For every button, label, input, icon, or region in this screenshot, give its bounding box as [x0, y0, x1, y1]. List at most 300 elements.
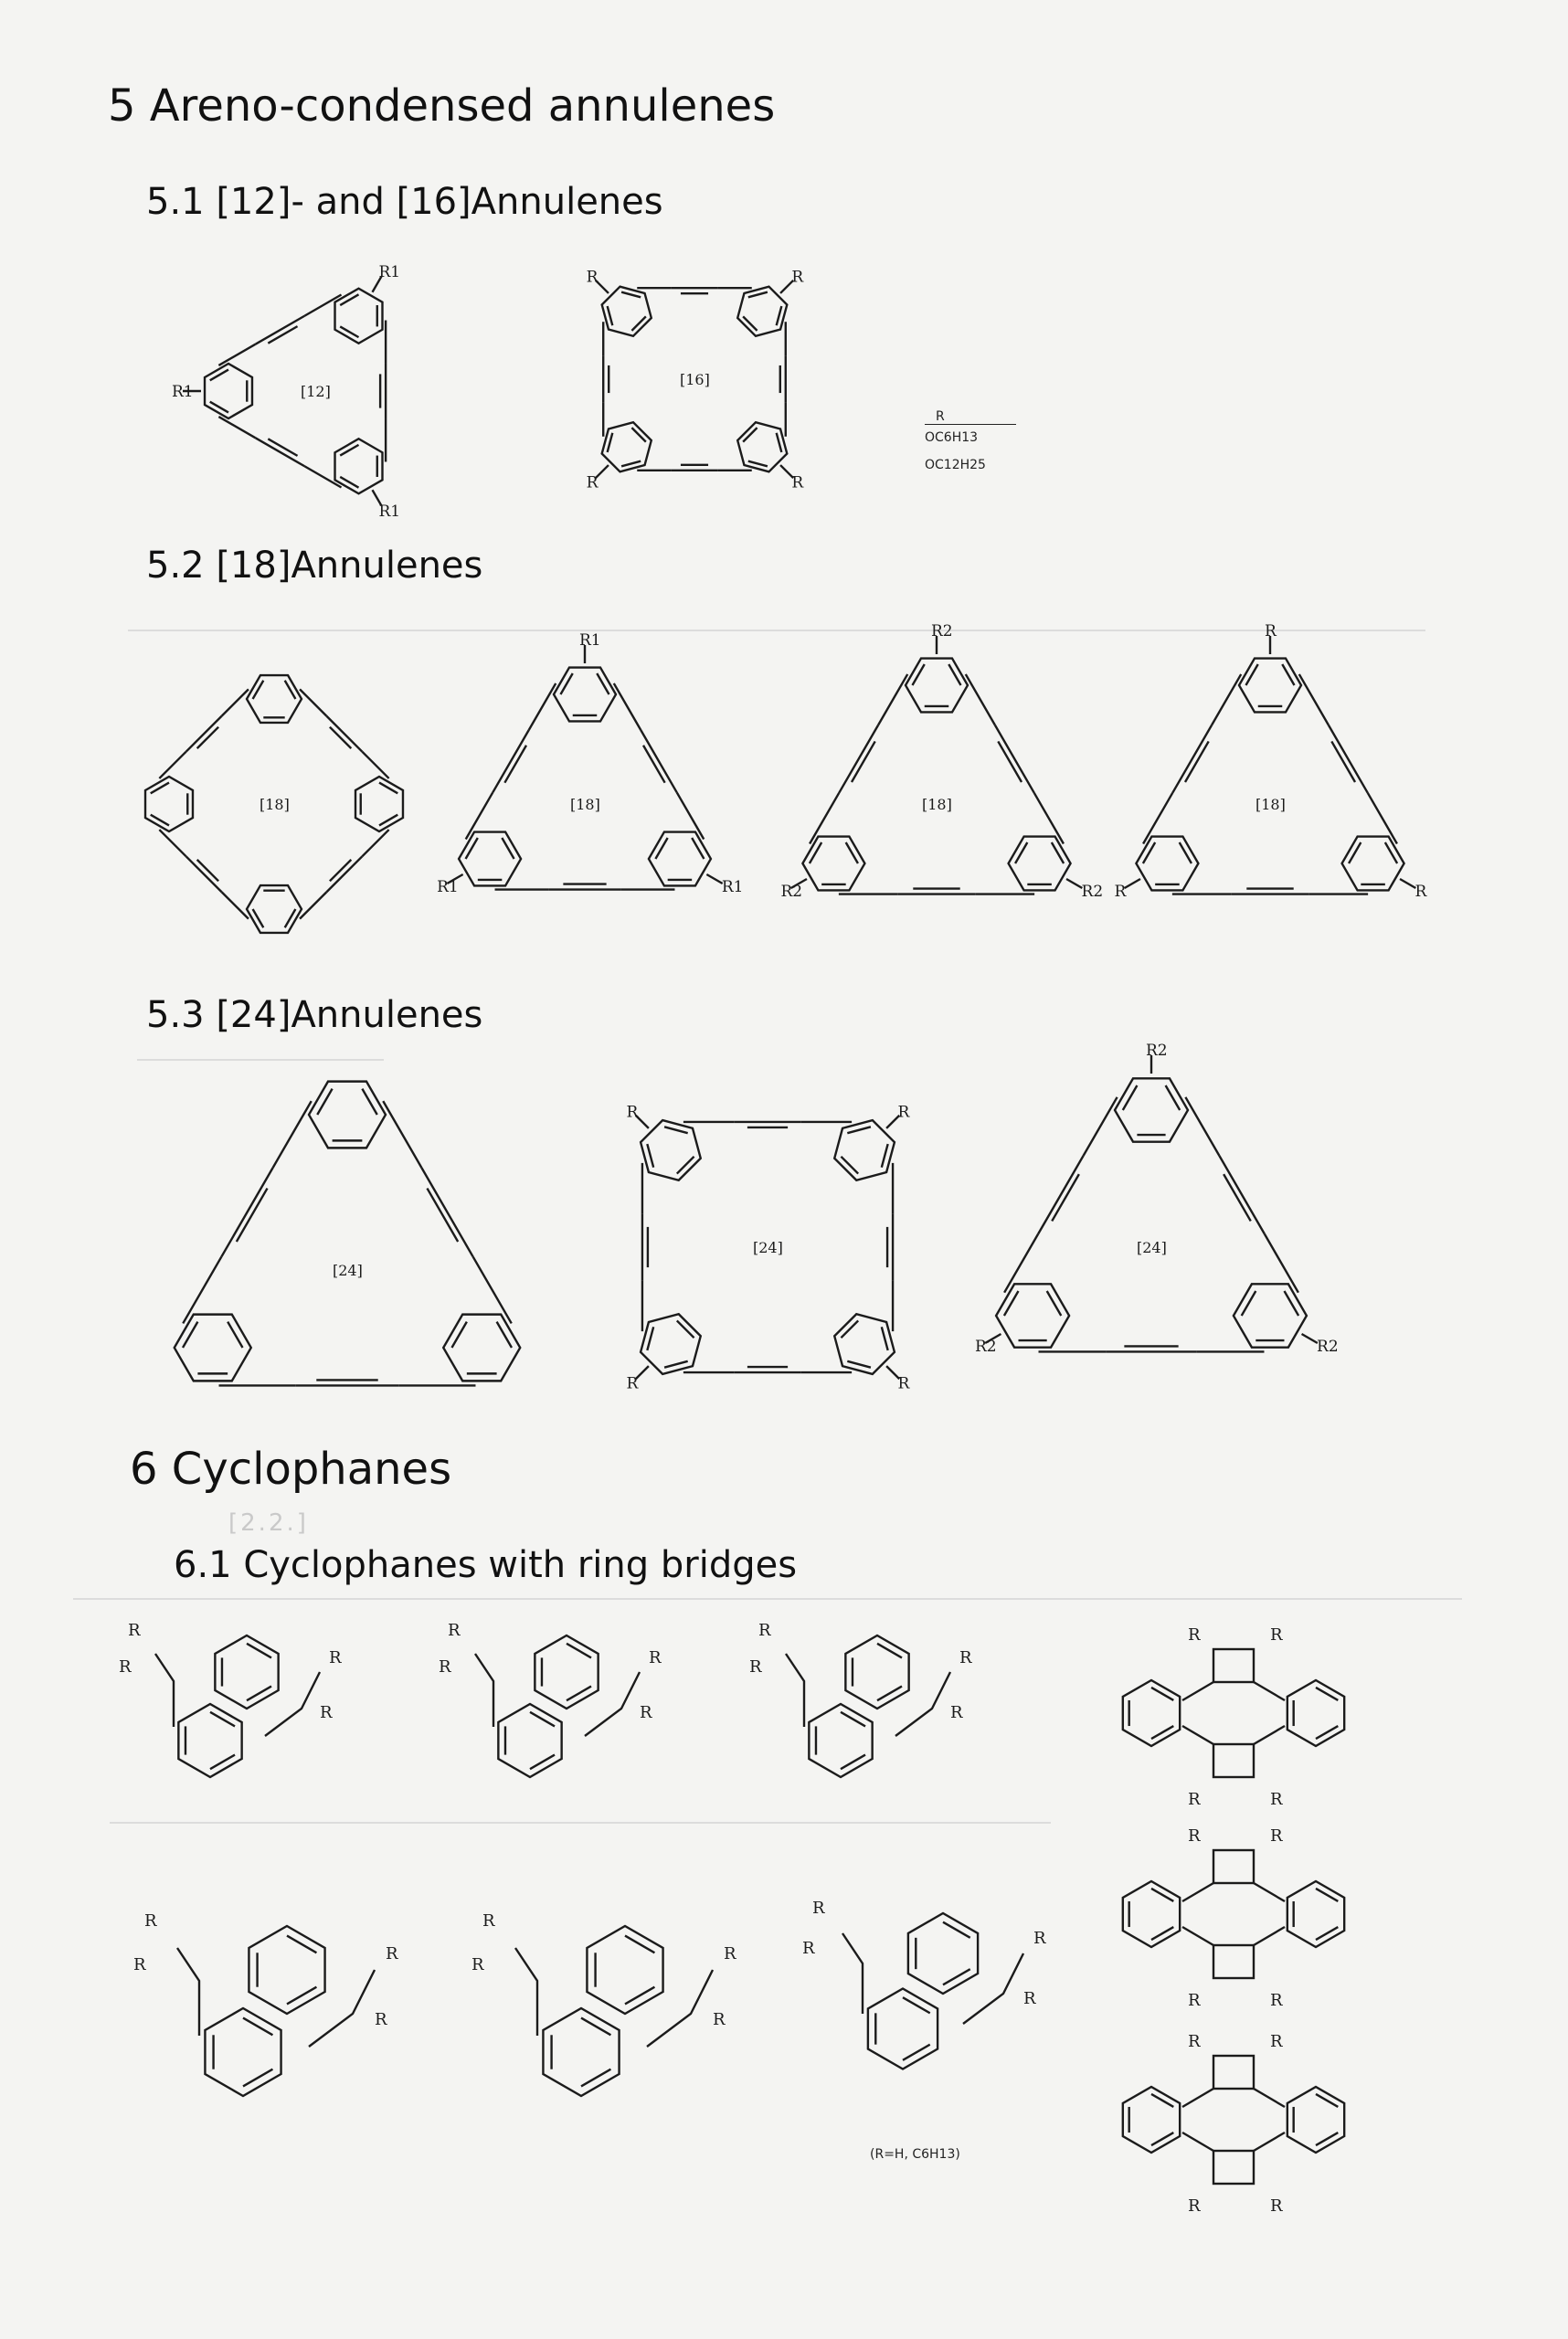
ring-double-bond — [210, 1712, 235, 1727]
ring-double-bond — [877, 1687, 902, 1701]
ring-double-bond — [497, 1322, 512, 1348]
bond — [218, 344, 255, 365]
substituent-label: R — [758, 1621, 771, 1640]
ring-double-bond — [847, 1361, 871, 1368]
bridge — [647, 1970, 713, 2047]
bond — [326, 716, 362, 752]
ring-double-bond — [1316, 1927, 1338, 1940]
substituent-label: R — [375, 2010, 387, 2029]
cyclobutane-phane — [1123, 2032, 1344, 2216]
cyclobutane — [1213, 1744, 1254, 1777]
bond — [159, 752, 185, 778]
bond — [1254, 2133, 1285, 2151]
bond — [326, 856, 362, 892]
bridge — [515, 1948, 537, 2036]
substituent-label: R — [320, 1703, 333, 1722]
bond — [641, 730, 676, 792]
ring-double-bond — [530, 1712, 555, 1727]
bridge — [895, 1672, 950, 1736]
substituent-label: R — [724, 1944, 736, 1963]
ring-double-bond — [530, 1755, 555, 1770]
substituent-label: R — [791, 473, 804, 492]
bond — [614, 683, 641, 730]
bond — [995, 725, 1034, 793]
substituent-label: R — [649, 1648, 662, 1667]
ring-double-bond — [1151, 1927, 1173, 1940]
ring-size-label: [24] — [333, 1262, 363, 1279]
ring-double-bond — [1123, 1085, 1138, 1110]
substituent-label: R — [119, 1657, 132, 1677]
bond — [1212, 674, 1241, 725]
ring-double-bond — [243, 2069, 272, 2087]
ring-size-label: [18] — [922, 796, 952, 813]
ring-double-bond — [362, 1089, 376, 1115]
bridge — [265, 1672, 320, 1736]
r-table-header: R — [925, 409, 1016, 425]
bond — [1066, 879, 1082, 888]
benzene-ring — [1136, 837, 1198, 891]
substituent-label: R — [713, 2010, 726, 2029]
ring-double-bond — [285, 909, 296, 927]
ring-double-bond — [1242, 1291, 1256, 1316]
bridge — [155, 1654, 174, 1727]
ring-double-bond — [647, 1327, 653, 1350]
substituent-label: R1 — [378, 502, 401, 521]
substituent-label: R — [128, 1621, 141, 1640]
ring-double-bond — [621, 461, 641, 467]
bond — [1052, 1174, 1079, 1221]
ring-double-bond — [1151, 2133, 1173, 2145]
benzene-ring — [1239, 659, 1301, 713]
substituent-label: R — [329, 1648, 342, 1667]
ring-double-bond — [841, 1320, 858, 1338]
substituent-label: R — [959, 1648, 972, 1667]
ring-double-bond — [1180, 842, 1192, 863]
substituent-label: R1 — [378, 263, 401, 282]
section-6-heading: 6 Cyclophanes — [130, 1444, 452, 1495]
bridge — [309, 1970, 375, 2047]
bond — [362, 752, 388, 778]
benzene-ring — [1009, 837, 1071, 891]
ring-double-bond — [841, 1712, 865, 1727]
ring-double-bond — [1245, 664, 1257, 685]
substituent-label: R1 — [172, 383, 194, 401]
ring-double-bond — [743, 428, 757, 441]
benzene-ring — [205, 364, 252, 418]
substituent-label: R — [626, 1374, 639, 1393]
ring-double-bond — [1316, 1889, 1338, 1901]
bond — [1254, 1726, 1285, 1744]
bond — [1182, 1726, 1213, 1744]
substituent-label: R — [1188, 1625, 1201, 1645]
benzene-ring — [906, 659, 968, 713]
benzene-ring — [1123, 1680, 1180, 1746]
ring-double-bond — [183, 1322, 197, 1348]
annulene-molecule — [175, 1082, 520, 1386]
r-table-row: OC12H25 — [925, 458, 986, 472]
cyclobutane — [1213, 1850, 1254, 1883]
benzene-ring — [215, 1635, 278, 1709]
bond — [1254, 1682, 1285, 1700]
ring-double-bond — [777, 433, 782, 452]
bond — [186, 856, 222, 892]
substituent-label: R2 — [1146, 1042, 1168, 1060]
ring-double-bond — [677, 1157, 694, 1174]
substituent-label: R2 — [974, 1338, 997, 1356]
substituent-label: R — [586, 268, 599, 287]
ring-double-bond — [247, 1687, 271, 1701]
substituent-label: R — [448, 1621, 461, 1640]
substituent-label: R — [791, 268, 804, 287]
ring-double-bond — [1166, 1085, 1181, 1110]
benzene-ring — [247, 675, 302, 723]
ring-double-bond — [631, 316, 645, 330]
ring-double-bond — [948, 664, 960, 685]
bond — [966, 674, 995, 725]
substituent-label: R — [1270, 1826, 1283, 1846]
ring-double-bond — [581, 2018, 610, 2036]
benzene-ring — [1287, 1680, 1344, 1746]
benzene-ring — [1123, 1881, 1180, 1947]
substituent-label: R — [144, 1911, 157, 1931]
ring-double-bond — [748, 292, 768, 298]
benzene-ring — [1123, 2087, 1180, 2153]
benzene-ring — [309, 1082, 386, 1148]
ring-double-bond — [631, 428, 645, 441]
benzene-ring — [1234, 1284, 1307, 1347]
substituent-label: R — [1188, 1826, 1201, 1846]
benzene-ring — [554, 668, 616, 722]
benzene-ring — [175, 1315, 251, 1381]
ring-double-bond — [621, 292, 641, 298]
cyclobutane-phane — [1123, 1826, 1344, 2010]
bond — [1182, 2133, 1213, 2151]
ring-double-bond — [581, 2069, 610, 2087]
benzene-ring — [1115, 1078, 1188, 1141]
footnote: (R=H, C6H13) — [870, 2147, 960, 2162]
ring-double-bond — [1316, 1688, 1338, 1700]
bond — [1172, 725, 1212, 793]
cyclobutane — [1213, 1649, 1254, 1682]
bond — [1329, 725, 1368, 793]
ring-double-bond — [943, 1969, 970, 1984]
benzene-ring — [249, 1926, 324, 2014]
substituent-label: R — [471, 1955, 484, 1974]
ring-double-bond — [1151, 1688, 1173, 1700]
ring-double-bond — [228, 1322, 242, 1348]
ring-double-bond — [1285, 1291, 1299, 1316]
annulene-molecule — [780, 622, 1103, 901]
substituent-label: R — [897, 1374, 910, 1393]
bond — [529, 683, 556, 730]
bond — [1254, 2089, 1285, 2107]
substituent-label: R2 — [1317, 1338, 1339, 1356]
bond — [493, 730, 528, 792]
bond — [421, 1168, 472, 1256]
ring-double-bond — [287, 1936, 316, 1953]
ring-double-bond — [882, 1327, 888, 1350]
bond — [383, 1101, 421, 1168]
annulene-molecule — [587, 269, 805, 492]
bond — [1331, 741, 1355, 782]
ring-double-bond — [912, 664, 924, 685]
ring-double-bond — [340, 326, 358, 337]
ring-double-bond — [1151, 1889, 1173, 1901]
section-5-2-heading: 5.2 [18]Annulenes — [146, 545, 483, 587]
bond — [273, 1101, 312, 1168]
substituent-label: R — [1188, 1790, 1201, 1809]
bond — [221, 1168, 272, 1256]
cyclobutane-phane — [1123, 1625, 1344, 1809]
substituent-label: R — [950, 1703, 963, 1722]
ring-double-bond — [1349, 842, 1361, 863]
bond — [1185, 741, 1209, 782]
ring-double-bond — [210, 370, 228, 381]
substituent-label: R2 — [1081, 883, 1104, 901]
ring-size-label: [16] — [680, 371, 710, 388]
substituent-label: R2 — [780, 883, 803, 901]
section-6-1-heading: 6.1 Cyclophanes with ring bridges — [174, 1544, 798, 1586]
substituent-label: R — [640, 1703, 652, 1722]
molecule-group — [119, 263, 1428, 2216]
bridge — [177, 1948, 199, 2036]
ring-double-bond — [903, 2045, 930, 2060]
ring-size-label: [12] — [301, 383, 331, 400]
substituent-label: R2 — [931, 622, 953, 640]
ring-double-bond — [210, 1755, 235, 1770]
ring-size-label: [18] — [260, 796, 290, 813]
bridge — [842, 1933, 863, 2014]
annulene-molecule — [1114, 622, 1427, 901]
ring-double-bond — [847, 1127, 871, 1133]
ring-size-label: [18] — [570, 796, 600, 813]
benzene-ring — [649, 832, 711, 886]
benzene-ring — [802, 837, 864, 891]
bond — [998, 741, 1022, 782]
ring-double-bond — [451, 1322, 466, 1348]
ring-double-bond — [340, 294, 358, 305]
bond — [1400, 879, 1415, 888]
substituent-label: R — [812, 1899, 825, 1918]
benzene-ring — [335, 439, 383, 493]
bond — [218, 417, 255, 438]
ring-double-bond — [743, 316, 757, 330]
ring-double-bond — [664, 1361, 688, 1368]
ring-double-bond — [285, 681, 296, 699]
ring-double-bond — [877, 1644, 902, 1658]
benzene-ring — [145, 777, 193, 831]
substituent-label: R — [626, 1103, 639, 1122]
benzene-ring — [178, 1704, 241, 1777]
benzene-ring — [868, 1989, 938, 2069]
benzene-ring — [1287, 2087, 1344, 2153]
cyclobutane — [1213, 1945, 1254, 1978]
ring-double-bond — [340, 445, 358, 456]
ring-size-label: [24] — [1137, 1239, 1167, 1256]
bond — [427, 1189, 458, 1242]
ring-double-bond — [1052, 842, 1064, 863]
benzene-ring — [443, 1315, 520, 1381]
benzene-ring — [1342, 837, 1404, 891]
substituent-label: R — [1188, 2196, 1201, 2216]
bond — [222, 689, 249, 715]
bond — [256, 438, 305, 466]
annulene-molecule — [627, 1104, 911, 1393]
ring-double-bond — [677, 1320, 694, 1338]
ring-double-bond — [502, 838, 514, 859]
bond — [1185, 1097, 1219, 1156]
ring-double-bond — [151, 783, 169, 794]
cyclophane-molecule — [133, 1911, 398, 2096]
bridge — [475, 1654, 493, 1727]
ring-double-bond — [1151, 2094, 1173, 2107]
substituent-label: R — [1188, 1991, 1201, 2010]
bond — [362, 830, 388, 856]
ring-double-bond — [247, 1644, 271, 1658]
bond — [1125, 879, 1140, 888]
bond — [256, 316, 305, 344]
bond — [878, 674, 907, 725]
substituent-label: R — [1414, 883, 1427, 901]
ring-double-bond — [664, 1127, 688, 1133]
bond — [300, 892, 326, 918]
ring-double-bond — [1316, 1726, 1338, 1739]
ring-double-bond — [841, 1157, 858, 1174]
substituent-label: R — [802, 1939, 815, 1958]
cyclophane-molecule — [471, 1911, 736, 2096]
bond — [1254, 1927, 1285, 1945]
bond — [1219, 1156, 1264, 1234]
bond — [1084, 1097, 1118, 1156]
bond — [1182, 2089, 1213, 2107]
ring-double-bond — [1047, 1291, 1062, 1316]
ring-double-bond — [1316, 2133, 1338, 2145]
ring-double-bond — [210, 402, 228, 413]
bridge — [585, 1672, 640, 1736]
section-5-1-heading: 5.1 [12]- and [16]Annulenes — [146, 181, 663, 223]
ring-double-bond — [379, 783, 397, 794]
cyclobutane — [1213, 2056, 1254, 2089]
ring-double-bond — [560, 673, 572, 694]
ring-double-bond — [1143, 842, 1155, 863]
benzene-ring — [205, 2008, 281, 2096]
substituent-label: R — [1270, 1625, 1283, 1645]
ring-double-bond — [625, 1987, 654, 2005]
ring-double-bond — [1015, 842, 1027, 863]
bond — [300, 689, 326, 715]
substituent-label: R — [1270, 1991, 1283, 2010]
ring-double-bond — [1316, 2094, 1338, 2107]
bond — [1182, 1682, 1213, 1700]
ring-double-bond — [253, 909, 264, 927]
r-table-row: OC6H13 — [925, 430, 979, 445]
substituent-label: R — [1270, 1790, 1283, 1809]
annulene-molecule — [172, 263, 400, 521]
ring-double-bond — [253, 681, 264, 699]
ring-double-bond — [846, 842, 858, 863]
section-5-3-heading: 5.3 [24]Annulenes — [146, 994, 483, 1036]
ring-double-bond — [1004, 1291, 1019, 1316]
ring-double-bond — [748, 461, 768, 467]
ring-double-bond — [379, 815, 397, 826]
benzene-ring — [247, 885, 302, 933]
substituent-label: R — [1270, 2196, 1283, 2216]
bond — [1224, 1174, 1251, 1221]
bond — [159, 830, 185, 856]
substituent-label: R — [133, 1955, 146, 1974]
benzene-ring — [908, 1913, 978, 1994]
ring-double-bond — [625, 1936, 654, 1953]
bond — [1182, 1883, 1213, 1901]
ring-double-bond — [647, 1144, 653, 1168]
ring-double-bond — [317, 1089, 332, 1115]
substituent-label: R — [897, 1103, 910, 1122]
benzene-ring — [355, 777, 403, 831]
ring-double-bond — [777, 306, 782, 325]
benzene-ring — [996, 1284, 1069, 1347]
ring-double-bond — [692, 838, 704, 859]
ring-size-label: [18] — [1255, 796, 1286, 813]
substituent-label: R — [1265, 622, 1277, 640]
substituent-label: R — [1033, 1929, 1046, 1948]
substituent-label: R — [386, 1944, 398, 1963]
ring-double-bond — [1385, 842, 1397, 863]
ring-double-bond — [567, 1644, 591, 1658]
bond — [852, 741, 875, 782]
bridge — [963, 1953, 1023, 2024]
ring-double-bond — [466, 838, 478, 859]
substituent-label: R — [586, 473, 599, 492]
bond — [839, 725, 878, 793]
handwritten-note: [2.2.] — [228, 1509, 309, 1537]
annulene-molecule — [975, 1042, 1339, 1356]
substituent-label: R — [749, 1657, 762, 1677]
ring-double-bond — [1282, 664, 1294, 685]
ring-double-bond — [287, 1987, 316, 2005]
section-5-heading: 5 Areno-condensed annulenes — [108, 80, 776, 132]
benzene-ring — [335, 289, 383, 344]
cyclobutane — [1213, 2151, 1254, 2184]
substituent-label: R — [482, 1911, 495, 1931]
bond — [1254, 1883, 1285, 1901]
ring-double-bond — [608, 433, 613, 452]
ring-double-bond — [841, 1755, 865, 1770]
substituent-label: R — [439, 1657, 451, 1677]
annulene-molecule — [145, 675, 403, 933]
benzene-ring — [845, 1635, 908, 1709]
bridge — [786, 1654, 804, 1727]
benzene-ring — [543, 2008, 619, 2096]
benzene-ring — [1287, 1881, 1344, 1947]
ring-double-bond — [1151, 1726, 1173, 1739]
ring-size-label: [24] — [753, 1239, 783, 1256]
bond — [1182, 1927, 1213, 1945]
ring-double-bond — [810, 842, 821, 863]
bond — [222, 892, 249, 918]
ring-double-bond — [340, 477, 358, 488]
cyclophane-molecule — [802, 1899, 1046, 2069]
substituent-label: R — [1188, 2032, 1201, 2051]
benzene-ring — [809, 1704, 872, 1777]
annulene-molecule — [437, 631, 743, 896]
benzene-ring — [498, 1704, 561, 1777]
cyclophane-molecule — [119, 1621, 342, 1777]
ring-double-bond — [608, 306, 613, 325]
ring-double-bond — [903, 1997, 930, 2013]
substituent-label: R — [1270, 2032, 1283, 2051]
benzene-ring — [587, 1926, 662, 2014]
cyclophane-molecule — [749, 1621, 972, 1777]
